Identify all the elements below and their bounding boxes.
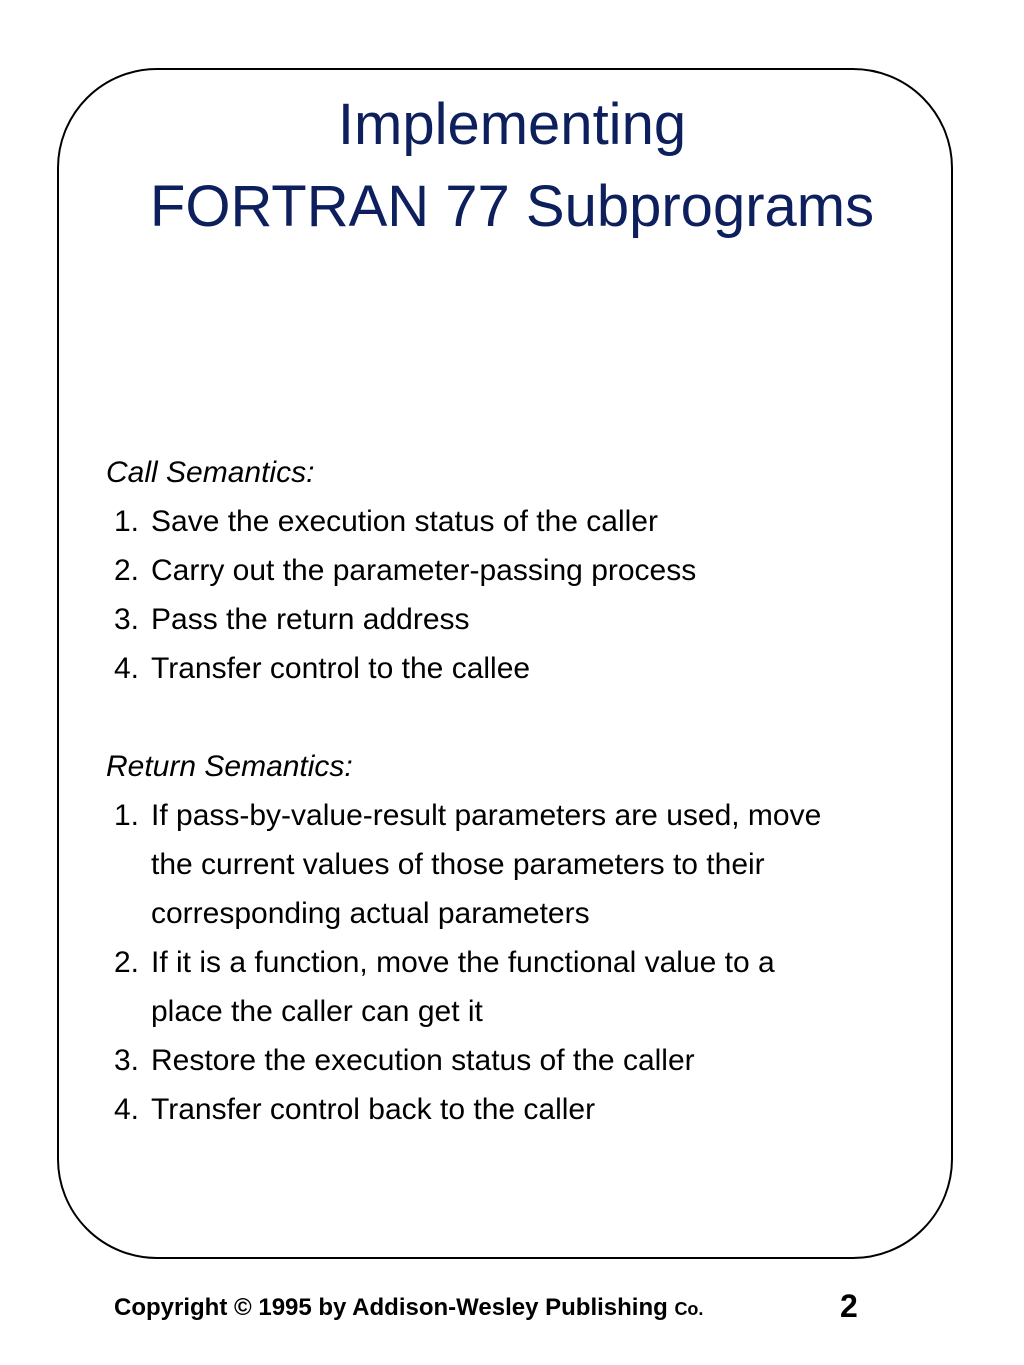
return-step <box>106 938 926 1036</box>
step-text-line: corresponding actual parameters <box>151 897 590 930</box>
slide-title <box>60 84 964 248</box>
step-text: Pass the return address <box>151 603 470 636</box>
step-text <box>151 791 926 938</box>
copyright-text: Copyright © 1995 by Addison-Wesley Publishing <box>114 1294 675 1321</box>
return-step <box>106 1085 926 1134</box>
step-number: 1. <box>114 505 140 538</box>
step-text-line: If it is a function, move the functional value to a <box>151 946 775 979</box>
step-text: Transfer control back to the caller <box>151 1093 596 1126</box>
return-step <box>106 1036 926 1085</box>
title-line-2: FORTRAN 77 Subprograms <box>149 174 875 239</box>
step-number: 2. <box>114 946 140 979</box>
step-text-line: the current values of those parameters to their <box>151 848 765 881</box>
step-text: Carry out the parameter-passing process <box>151 554 697 587</box>
section-spacer <box>106 693 926 742</box>
call-step <box>106 644 926 693</box>
return-step <box>106 791 926 938</box>
step-text: Transfer control to the callee <box>151 652 531 685</box>
step-text-line: If pass-by-value-result parameters are used, move <box>151 799 822 832</box>
copyright-co: Co. <box>674 1299 704 1319</box>
step-text: Save the execution status of the caller <box>151 505 658 538</box>
step-number: 1. <box>114 799 140 832</box>
return-semantics-heading: Return Semantics: <box>106 750 353 783</box>
step-number: 3. <box>114 1044 140 1077</box>
step-text <box>151 938 926 1036</box>
step-number: 4. <box>114 1093 140 1126</box>
step-number: 3. <box>114 603 140 636</box>
step-text-line: place the caller can get it <box>151 995 483 1028</box>
call-step <box>106 497 926 546</box>
slide-content <box>106 448 926 1134</box>
step-number: 2. <box>114 554 140 587</box>
call-semantics-heading: Call Semantics: <box>106 456 315 489</box>
step-text: Restore the execution status of the caller <box>151 1044 695 1077</box>
page-number: 2 <box>840 1288 858 1324</box>
call-step <box>106 595 926 644</box>
step-number: 4. <box>114 652 140 685</box>
title-line-1: Implementing <box>337 92 687 157</box>
copyright-footer <box>114 1288 703 1329</box>
call-step <box>106 546 926 595</box>
